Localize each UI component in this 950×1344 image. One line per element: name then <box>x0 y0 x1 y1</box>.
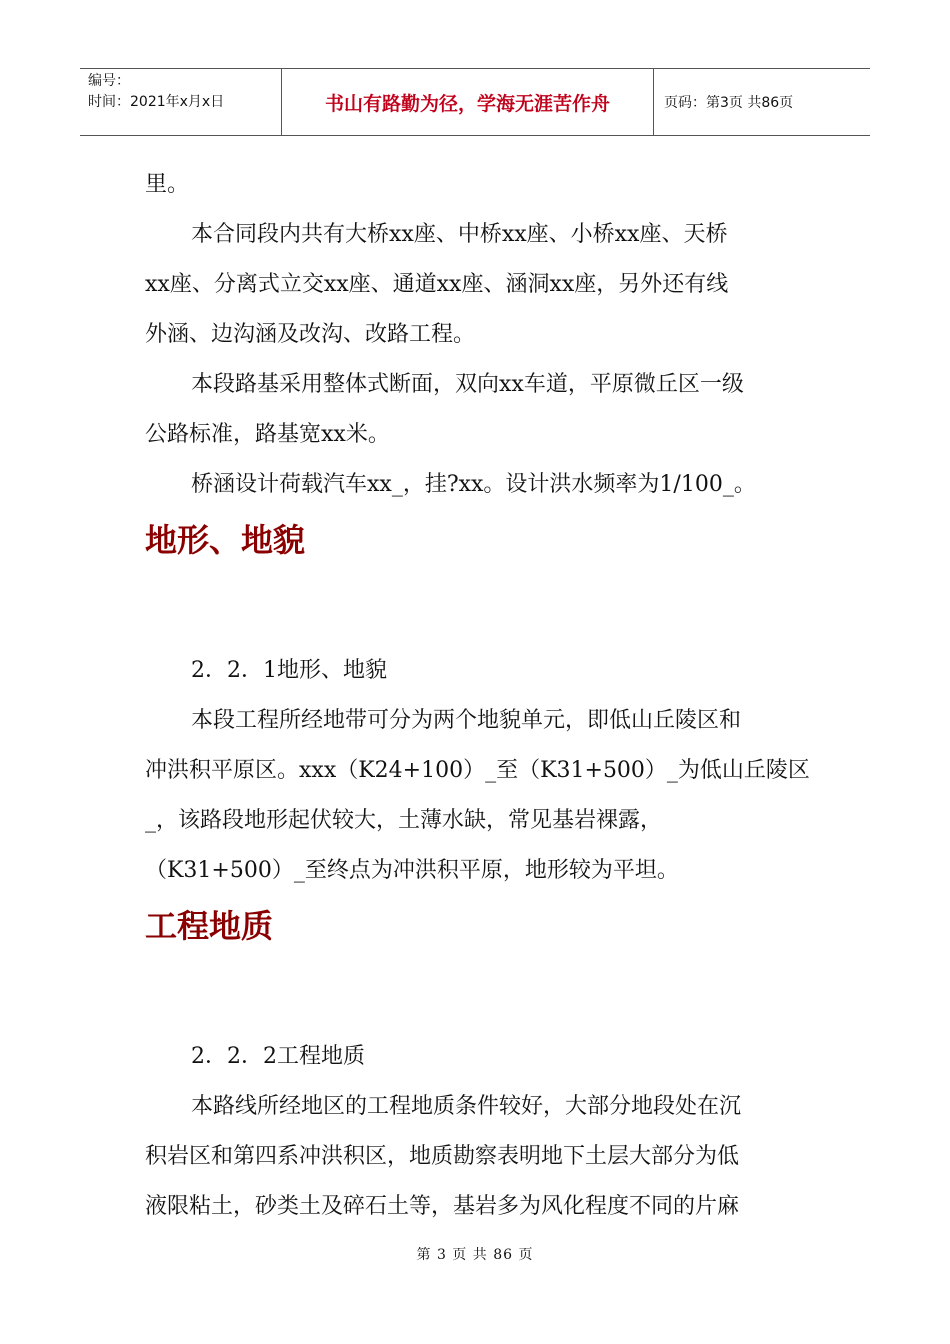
paragraph-line: 公路标准，路基宽xx米。 <box>145 422 390 447</box>
document-body <box>145 160 810 1232</box>
paragraph-line: 桥涵设计荷载汽车xx_，挂?xx。设计洪水频率为1/100_。 <box>191 472 756 497</box>
paragraph-line: 里。 <box>145 172 190 197</box>
subsection-title-terrain: 2．2．1地形、地貌 <box>191 658 387 683</box>
spacer <box>145 570 805 646</box>
paragraph-line: 本段工程所经地带可分为两个地貌单元，即低山丘陵区和 <box>191 708 742 733</box>
page-footer: 第 3 页 共 86 页 <box>416 1247 534 1263</box>
paragraph-line: （K31+500）_至终点为冲洪积平原，地形较为平坦。 <box>145 858 679 883</box>
paragraph-line: 本路线所经地区的工程地质条件较好，大部分地段处在沉 <box>191 1094 742 1119</box>
header-page-info: 页码：第3页 共86页 <box>664 95 794 111</box>
paragraph-line: 外涵、边沟涵及改沟、改路工程。 <box>145 322 476 347</box>
paragraph-line: 积岩区和第四系冲洪积区，地质勘察表明地下土层大部分为低 <box>145 1144 740 1169</box>
page-header <box>80 68 870 136</box>
section-heading-geology: 工程地质 <box>145 907 274 945</box>
paragraph-line: 冲洪积平原区。xxx（K24+100）_至（K31+500）_为低山丘陵区 <box>145 758 810 783</box>
section-heading-terrain: 地形、地貌 <box>145 521 306 559</box>
paragraph-line: 本段路基采用整体式断面，双向xx车道，平原微丘区一级 <box>191 372 744 397</box>
document-number-label: 编号： <box>88 73 130 89</box>
paragraph-line: 本合同段内共有大桥xx座、中桥xx座、小桥xx座、天桥 <box>191 222 728 247</box>
spacer <box>145 956 805 1032</box>
paragraph-line: _，该路段地形起伏较大，土薄水缺，常见基岩裸露， <box>145 808 663 833</box>
paragraph-line: 液限粘土，砂类土及碎石土等，基岩多为风化程度不同的片麻 <box>145 1194 740 1219</box>
subsection-title-geology: 2．2．2工程地质 <box>191 1044 365 1069</box>
header-motto: 书山有路勤为径，学海无涯苦作舟 <box>282 69 654 135</box>
paragraph-line: xx座、分离式立交xx座、通道xx座、涵洞xx座，另外还有线 <box>145 272 729 297</box>
document-time: 时间：2021年x月x日 <box>88 94 225 110</box>
header-meta <box>80 69 282 135</box>
